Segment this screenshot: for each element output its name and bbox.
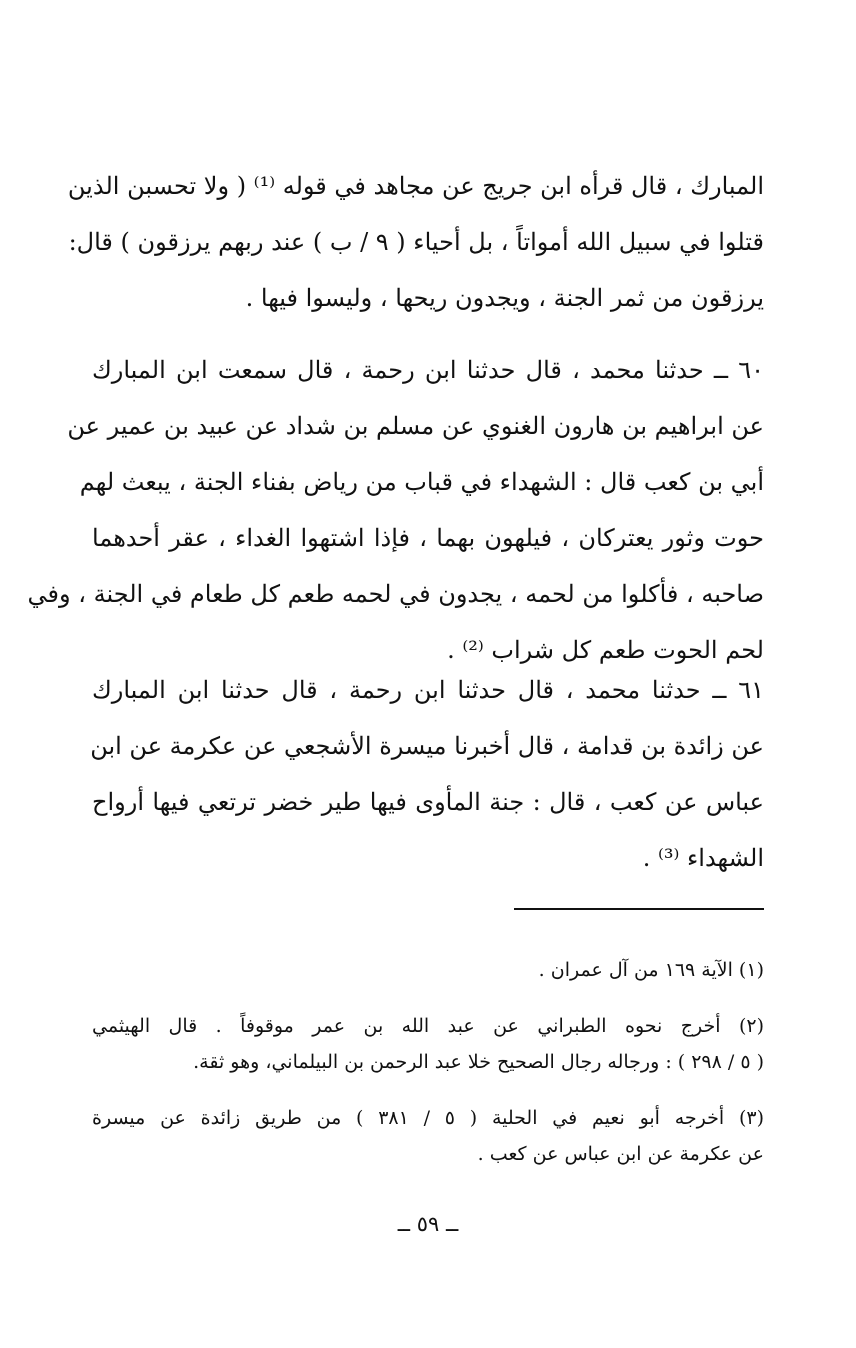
text-line: الشهداء ⁽³⁾ .	[642, 844, 764, 872]
footnote-line: (٢) أخرج نحوه الطبراني عن عبد الله بن عمر موقوفاً . قال الهيثمي	[92, 1015, 764, 1037]
text-line: عن ابراهيم بن هارون الغنوي عن مسلم بن شداد عن عبيد بن عمير عن	[67, 412, 764, 440]
text-line: يرزقون من ثمر الجنة ، ويجدون ريحها ، وليسوا فيها .	[245, 284, 764, 312]
paragraph-hadith-61	[92, 662, 764, 886]
footnote-3	[92, 1100, 764, 1172]
paragraph-continuation	[67, 158, 764, 326]
footnote-line: ( ٥ / ٢٩٨ ) : ورجاله رجال الصحيح خلا عبد الرحمن بن البيلماني، وهو ثقة.	[193, 1051, 764, 1073]
text-line: عن زائدة بن قدامة ، قال أخبرنا ميسرة الأشجعي عن عكرمة عن ابن	[90, 732, 764, 760]
text-line: صاحبه ، فأكلوا من لحمه ، يجدون في لحمه طعم كل طعام في الجنة ، وفي	[27, 580, 764, 608]
text-line: ٦١ ــ حدثنا محمد ، قال حدثنا ابن رحمة ، قال حدثنا ابن المبارك	[92, 676, 764, 704]
footnote-line: (٣) أخرجه أبو نعيم في الحلية ( ٥ / ٣٨١ ) من طريق زائدة عن ميسرة	[92, 1107, 764, 1129]
text-line: حوت وثور يعتركان ، فيلهون بهما ، فإذا اشتهوا الغداء ، عقر أحدهما	[92, 524, 764, 552]
text-line: عباس عن كعب ، قال : جنة المأوى فيها طير خضر ترتعي فيها أرواح	[92, 788, 764, 816]
footnote-divider	[514, 908, 764, 910]
footnote-line: عن عكرمة عن ابن عباس عن كعب .	[477, 1143, 764, 1165]
text-line: أبي بن كعب قال : الشهداء في قباب من رياض بفناء الجنة ، يبعث لهم	[79, 468, 764, 496]
page-number: ــ ٥٩ ــ	[397, 1212, 459, 1236]
paragraph-hadith-60	[27, 342, 764, 678]
footnote-line: (١) الآية ١٦٩ من آل عمران .	[538, 959, 764, 981]
text-line: ٦٠ ــ حدثنا محمد ، قال حدثنا ابن رحمة ، قال سمعت ابن المبارك	[92, 356, 764, 384]
text-line: المبارك ، قال قرأه ابن جريج عن مجاهد في قوله ⁽¹⁾ ( ولا تحسبن الذين	[67, 172, 764, 200]
text-line: قتلوا في سبيل الله أمواتاً ، بل أحياء ( ٩ / ب ) عند ربهم يرزقون ) قال:	[68, 228, 764, 256]
text-line: لحم الحوت طعم كل شراب ⁽²⁾ .	[447, 636, 764, 664]
footnote-1	[92, 952, 764, 988]
footnote-2	[92, 1008, 764, 1080]
